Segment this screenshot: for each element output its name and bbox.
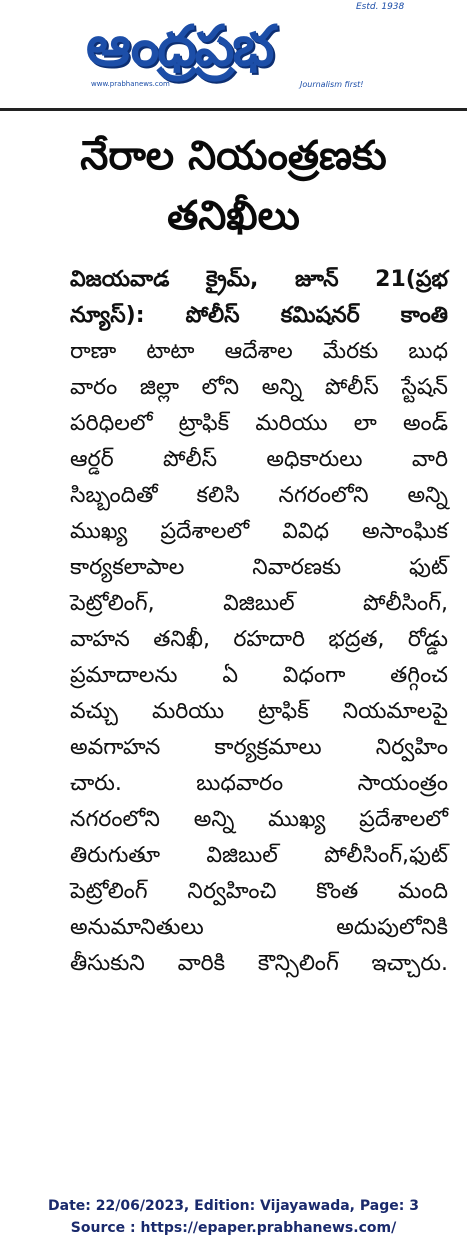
article-line: నగరంలోని అన్ని ముఖ్య ప్రదేశాలలో xyxy=(70,807,448,832)
article-line: తీసుకుని వారికి కౌన్సిలింగ్ ఇచ్చారు. xyxy=(70,951,448,976)
headline-line-1: నేరాల నియంత్రణకు xyxy=(80,133,387,179)
article-line: సిబ్బందితో కలిసి నగరంలోని అన్ని xyxy=(70,483,448,508)
article-line: వచ్చు మరియు ట్రాఫిక్ నియమాలపై xyxy=(70,699,448,724)
masthead xyxy=(0,0,467,110)
article-line: తిరుగుతూ విజిబుల్ పోలీసింగ్,ఫుట్ xyxy=(70,843,448,868)
source-footer xyxy=(0,1195,467,1239)
article-line: అవగాహన కార్యక్రమాలు నిర్వహిం xyxy=(70,735,448,760)
article-line: ప్రమాదాలను ఏ విధంగా తగ్గించ xyxy=(70,663,448,688)
article-body xyxy=(70,262,448,982)
article-line: వాహన తనిఖీ, రహదారి భద్రత, రోడ్డు xyxy=(70,627,448,652)
article-line: న్యూస్): పోలీస్ కమిషనర్ కాంతి xyxy=(70,303,448,328)
website-label: www.prabhanews.com xyxy=(91,80,170,88)
article-line: పరిధిలలో ట్రాఫిక్ మరియు లా అండ్ xyxy=(70,411,448,436)
article-line: రాణా టాటా ఆదేశాల మేరకు బుధ xyxy=(70,339,448,364)
source-url-line: Source : https://epaper.prabhanews.com/ xyxy=(70,1220,397,1236)
masthead-divider xyxy=(0,108,467,111)
article-line: కార్యకలాపాల నివారణకు ఫుట్ xyxy=(70,555,448,580)
article-line: పెట్రోలింగ్, విజిబుల్ పోలీసింగ్, xyxy=(70,591,448,616)
established-label: Estd. 1938 xyxy=(356,2,405,12)
date-edition-line: Date: 22/06/2023, Edition: Vijayawada, Page: 3 xyxy=(48,1198,419,1214)
article-line: చారు. బుధవారం సాయంత్రం xyxy=(70,771,448,796)
article-line: వారం జిల్లా లోని అన్ని పోలీస్ స్టేషన్ xyxy=(70,375,448,400)
headline-line-2: తనిఖీలు xyxy=(167,193,300,239)
article-line: విజయవాడ క్రైమ్, జూన్ 21(ప్రభ xyxy=(70,267,448,292)
article-line: పెట్రోలింగ్ నిర్వహించి కొంత మంది xyxy=(70,879,448,904)
article-line: ముఖ్య ప్రదేశాలలో వివిధ అసాంఘిక xyxy=(70,519,448,544)
article-line: ఆర్డర్ పోలీస్ అధికారులు వారి xyxy=(70,447,448,472)
article-line: అనుమానితులు అదుపులోనికి xyxy=(70,915,448,940)
tagline: Journalism first! xyxy=(300,80,364,89)
newspaper-logo: ఆంధ్రప్రభ xyxy=(86,14,273,79)
